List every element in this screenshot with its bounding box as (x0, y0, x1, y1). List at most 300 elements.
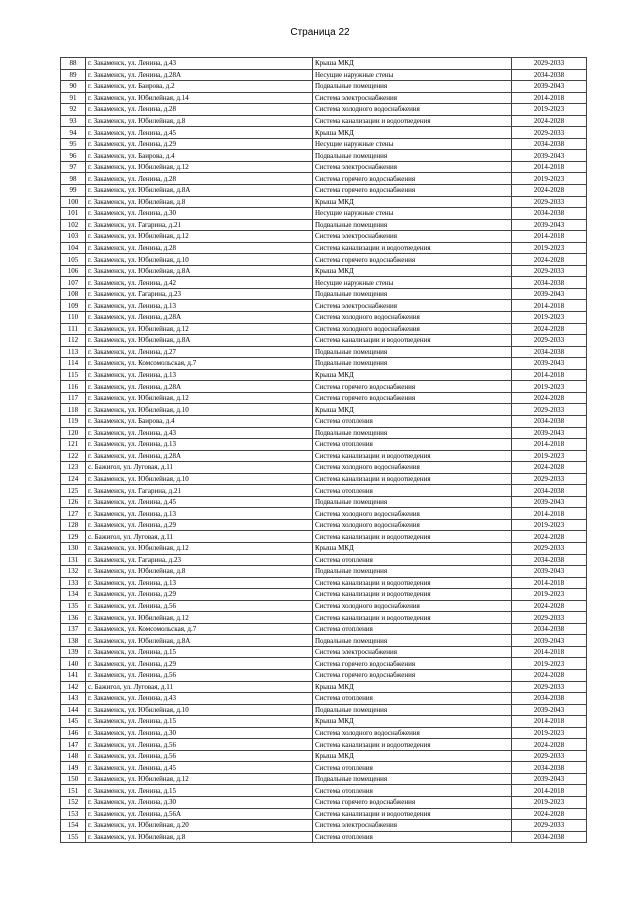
row-number: 146 (61, 727, 86, 739)
table-row (61, 473, 587, 485)
table-row (61, 92, 587, 104)
row-number: 149 (61, 762, 86, 774)
address-cell: с. Бажигол, ул. Луговая, д.11 (86, 681, 313, 693)
table-row (61, 173, 587, 185)
address-cell: г. Закаменск, ул. Юбилейная, д.10 (86, 473, 313, 485)
system-cell: Подвальные помещения (313, 358, 512, 370)
table-row (61, 161, 587, 173)
system-cell: Система отопления (313, 831, 512, 843)
system-cell: Система горячего водоснабжения (313, 392, 512, 404)
period-cell: 2014-2018 (512, 161, 587, 173)
table-row (61, 797, 587, 809)
system-cell: Система канализации и водоотведения (313, 115, 512, 127)
row-number: 118 (61, 404, 86, 416)
address-cell: г. Закаменск, ул. Юбилейная, д.8А (86, 635, 313, 647)
period-cell: 2024-2028 (512, 669, 587, 681)
address-cell: г. Закаменск, ул. Юбилейная, д.10 (86, 254, 313, 266)
table-row (61, 808, 587, 820)
row-number: 89 (61, 69, 86, 81)
row-number: 108 (61, 288, 86, 300)
table-row (61, 219, 587, 231)
address-cell: г. Закаменск, ул. Ленина, д.56А (86, 808, 313, 820)
table-row (61, 669, 587, 681)
row-number: 139 (61, 646, 86, 658)
period-cell: 2024-2028 (512, 115, 587, 127)
row-number: 106 (61, 265, 86, 277)
address-cell: г. Закаменск, ул. Баирова, д.4 (86, 415, 313, 427)
table-row (61, 138, 587, 150)
table-row (61, 254, 587, 266)
address-cell: г. Закаменск, ул. Гагарина, д.23 (86, 554, 313, 566)
system-cell: Система холодного водоснабжения (313, 600, 512, 612)
row-number: 119 (61, 415, 86, 427)
address-cell: г. Закаменск, ул. Ленина, д.43 (86, 58, 313, 70)
period-cell: 2029-2033 (512, 681, 587, 693)
address-cell: г. Закаменск, ул. Ленина, д.15 (86, 646, 313, 658)
table-row (61, 612, 587, 624)
table-row (61, 554, 587, 566)
system-cell: Система холодного водоснабжения (313, 727, 512, 739)
address-cell: г. Закаменск, ул. Ленина, д.28А (86, 450, 313, 462)
system-cell: Система холодного водоснабжения (313, 508, 512, 520)
address-cell: г. Закаменск, ул. Юбилейная, д.12 (86, 773, 313, 785)
table-row (61, 242, 587, 254)
system-cell: Система холодного водоснабжения (313, 462, 512, 474)
table-row (61, 646, 587, 658)
address-cell: с. Бажигол, ул. Луговая, д.11 (86, 531, 313, 543)
address-cell: г. Закаменск, ул. Баирова, д.2 (86, 81, 313, 93)
period-cell: 2019-2023 (512, 104, 587, 116)
address-cell: г. Закаменск, ул. Ленина, д.13 (86, 300, 313, 312)
row-number: 98 (61, 173, 86, 185)
period-cell: 2019-2023 (512, 589, 587, 601)
row-number: 113 (61, 346, 86, 358)
period-cell: 2019-2023 (512, 658, 587, 670)
address-cell: г. Закаменск, ул. Юбилейная, д.12 (86, 161, 313, 173)
period-cell: 2014-2018 (512, 716, 587, 728)
period-cell: 2014-2018 (512, 785, 587, 797)
row-number: 97 (61, 161, 86, 173)
row-number: 126 (61, 496, 86, 508)
address-cell: г. Закаменск, ул. Ленина, д.27 (86, 346, 313, 358)
table-row (61, 831, 587, 843)
period-cell: 2029-2033 (512, 58, 587, 70)
period-cell: 2029-2033 (512, 335, 587, 347)
system-cell: Крыша МКД (313, 716, 512, 728)
address-cell: г. Закаменск, ул. Комсомольская, д.7 (86, 358, 313, 370)
period-cell: 2029-2033 (512, 542, 587, 554)
system-cell: Система холодного водоснабжения (313, 519, 512, 531)
table-row (61, 519, 587, 531)
table-row (61, 704, 587, 716)
system-cell: Система отопления (313, 785, 512, 797)
period-cell: 2024-2028 (512, 600, 587, 612)
period-cell: 2024-2028 (512, 739, 587, 751)
row-number: 137 (61, 623, 86, 635)
table-row (61, 485, 587, 497)
row-number: 148 (61, 750, 86, 762)
row-number: 134 (61, 589, 86, 601)
system-cell: Система электроснабжения (313, 300, 512, 312)
address-cell: г. Закаменск, ул. Юбилейная, д.8А (86, 185, 313, 197)
period-cell: 2024-2028 (512, 254, 587, 266)
row-number: 100 (61, 196, 86, 208)
row-number: 125 (61, 485, 86, 497)
period-cell: 2034-2038 (512, 208, 587, 220)
address-cell: г. Закаменск, ул. Юбилейная, д.12 (86, 231, 313, 243)
table-row (61, 150, 587, 162)
row-number: 92 (61, 104, 86, 116)
table-row (61, 427, 587, 439)
row-number: 104 (61, 242, 86, 254)
address-cell: г. Закаменск, ул. Ленина, д.13 (86, 508, 313, 520)
period-cell: 2029-2033 (512, 265, 587, 277)
table-body (61, 58, 587, 843)
system-cell: Подвальные помещения (313, 150, 512, 162)
system-cell: Система отопления (313, 693, 512, 705)
table-row (61, 693, 587, 705)
table-row (61, 681, 587, 693)
row-number: 116 (61, 381, 86, 393)
period-cell: 2039-2043 (512, 358, 587, 370)
system-cell: Система горячего водоснабжения (313, 254, 512, 266)
system-cell: Несущие наружные стены (313, 277, 512, 289)
table-row (61, 635, 587, 647)
period-cell: 2039-2043 (512, 704, 587, 716)
row-number: 90 (61, 81, 86, 93)
period-cell: 2019-2023 (512, 519, 587, 531)
period-cell: 2019-2023 (512, 242, 587, 254)
system-cell: Подвальные помещения (313, 81, 512, 93)
table-row (61, 69, 587, 81)
row-number: 109 (61, 300, 86, 312)
row-number: 154 (61, 820, 86, 832)
period-cell: 2034-2038 (512, 485, 587, 497)
address-cell: г. Закаменск, ул. Юбилейная, д.14 (86, 92, 313, 104)
period-cell: 2014-2018 (512, 508, 587, 520)
row-number: 136 (61, 612, 86, 624)
address-cell: г. Закаменск, ул. Юбилейная, д.8 (86, 196, 313, 208)
address-cell: с. Бажигол, ул. Луговая, д.11 (86, 462, 313, 474)
address-cell: г. Закаменск, ул. Ленина, д.13 (86, 439, 313, 451)
table-row (61, 358, 587, 370)
table-row (61, 288, 587, 300)
table-row (61, 185, 587, 197)
system-cell: Несущие наружные стены (313, 69, 512, 81)
period-cell: 2014-2018 (512, 646, 587, 658)
period-cell: 2029-2033 (512, 750, 587, 762)
system-cell: Система горячего водоснабжения (313, 658, 512, 670)
row-number: 114 (61, 358, 86, 370)
table-row (61, 750, 587, 762)
row-number: 111 (61, 323, 86, 335)
period-cell: 2034-2038 (512, 346, 587, 358)
address-cell: г. Закаменск, ул. Ленина, д.43 (86, 693, 313, 705)
table-row (61, 104, 587, 116)
row-number: 152 (61, 797, 86, 809)
system-cell: Система отопления (313, 762, 512, 774)
period-cell: 2034-2038 (512, 415, 587, 427)
table-row (61, 716, 587, 728)
row-number: 133 (61, 577, 86, 589)
address-cell: г. Закаменск, ул. Ленина, д.13 (86, 369, 313, 381)
address-cell: г. Закаменск, ул. Баирова, д.4 (86, 150, 313, 162)
table-row (61, 323, 587, 335)
page-header: Страница 22 (290, 27, 350, 38)
address-cell: г. Закаменск, ул. Ленина, д.43 (86, 427, 313, 439)
system-cell: Система горячего водоснабжения (313, 797, 512, 809)
system-cell: Крыша МКД (313, 58, 512, 70)
system-cell: Система горячего водоснабжения (313, 185, 512, 197)
table-row (61, 381, 587, 393)
row-number: 93 (61, 115, 86, 127)
system-cell: Система канализации и водоотведения (313, 612, 512, 624)
address-cell: г. Закаменск, ул. Ленина, д.29 (86, 138, 313, 150)
row-number: 102 (61, 219, 86, 231)
row-number: 124 (61, 473, 86, 485)
table-row (61, 265, 587, 277)
period-cell: 2034-2038 (512, 69, 587, 81)
period-cell: 2034-2038 (512, 554, 587, 566)
period-cell: 2029-2033 (512, 404, 587, 416)
table-row (61, 346, 587, 358)
row-number: 105 (61, 254, 86, 266)
address-cell: г. Закаменск, ул. Юбилейная, д.20 (86, 820, 313, 832)
system-cell: Подвальные помещения (313, 704, 512, 716)
system-cell: Система электроснабжения (313, 161, 512, 173)
table-row (61, 369, 587, 381)
row-number: 112 (61, 335, 86, 347)
row-number: 88 (61, 58, 86, 70)
row-number: 94 (61, 127, 86, 139)
system-cell: Подвальные помещения (313, 288, 512, 300)
address-cell: г. Закаменск, ул. Ленина, д.28 (86, 104, 313, 116)
table-row (61, 335, 587, 347)
address-cell: г. Закаменск, ул. Ленина, д.29 (86, 519, 313, 531)
period-cell: 2019-2023 (512, 381, 587, 393)
system-cell: Крыша МКД (313, 750, 512, 762)
address-cell: г. Закаменск, ул. Комсомольская, д.7 (86, 623, 313, 635)
period-cell: 2014-2018 (512, 300, 587, 312)
address-cell: г. Закаменск, ул. Ленина, д.15 (86, 785, 313, 797)
table-row (61, 415, 587, 427)
system-cell: Система канализации и водоотведения (313, 531, 512, 543)
period-cell: 2024-2028 (512, 323, 587, 335)
system-cell: Крыша МКД (313, 265, 512, 277)
row-number: 143 (61, 693, 86, 705)
system-cell: Система электроснабжения (313, 646, 512, 658)
table-row (61, 439, 587, 451)
table-row (61, 658, 587, 670)
period-cell: 2024-2028 (512, 808, 587, 820)
system-cell: Крыша МКД (313, 369, 512, 381)
system-cell: Система канализации и водоотведения (313, 450, 512, 462)
system-cell: Система канализации и водоотведения (313, 808, 512, 820)
row-number: 145 (61, 716, 86, 728)
period-cell: 2019-2023 (512, 450, 587, 462)
address-cell: г. Закаменск, ул. Гагарина, д.21 (86, 485, 313, 497)
address-cell: г. Закаменск, ул. Юбилейная, д.12 (86, 392, 313, 404)
address-cell: г. Закаменск, ул. Юбилейная, д.10 (86, 404, 313, 416)
address-cell: г. Закаменск, ул. Гагарина, д.23 (86, 288, 313, 300)
address-cell: г. Закаменск, ул. Юбилейная, д.12 (86, 323, 313, 335)
system-cell: Система электроснабжения (313, 820, 512, 832)
system-cell: Подвальные помещения (313, 346, 512, 358)
period-cell: 2034-2038 (512, 831, 587, 843)
period-cell: 2029-2033 (512, 820, 587, 832)
repair-schedule-table (60, 57, 587, 843)
system-cell: Система горячего водоснабжения (313, 173, 512, 185)
table-row (61, 739, 587, 751)
table-row (61, 600, 587, 612)
address-cell: г. Закаменск, ул. Ленина, д.56 (86, 600, 313, 612)
row-number: 123 (61, 462, 86, 474)
period-cell: 2014-2018 (512, 439, 587, 451)
table-row (61, 231, 587, 243)
period-cell: 2039-2043 (512, 496, 587, 508)
address-cell: г. Закаменск, ул. Ленина, д.45 (86, 496, 313, 508)
period-cell: 2029-2033 (512, 127, 587, 139)
system-cell: Подвальные помещения (313, 635, 512, 647)
system-cell: Несущие наружные стены (313, 138, 512, 150)
row-number: 115 (61, 369, 86, 381)
table-row (61, 312, 587, 324)
row-number: 117 (61, 392, 86, 404)
address-cell: г. Закаменск, ул. Ленина, д.30 (86, 208, 313, 220)
address-cell: г. Закаменск, ул. Юбилейная, д.8 (86, 831, 313, 843)
period-cell: 2034-2038 (512, 693, 587, 705)
period-cell: 2019-2023 (512, 312, 587, 324)
period-cell: 2039-2043 (512, 81, 587, 93)
address-cell: г. Закаменск, ул. Ленина, д.29 (86, 658, 313, 670)
row-number: 147 (61, 739, 86, 751)
row-number: 155 (61, 831, 86, 843)
system-cell: Система холодного водоснабжения (313, 312, 512, 324)
period-cell: 2014-2018 (512, 369, 587, 381)
system-cell: Система отопления (313, 415, 512, 427)
row-number: 144 (61, 704, 86, 716)
table-row (61, 773, 587, 785)
period-cell: 2014-2018 (512, 92, 587, 104)
address-cell: г. Закаменск, ул. Ленина, д.30 (86, 727, 313, 739)
table-row (61, 542, 587, 554)
period-cell: 2034-2038 (512, 277, 587, 289)
system-cell: Система горячего водоснабжения (313, 381, 512, 393)
period-cell: 2039-2043 (512, 773, 587, 785)
period-cell: 2039-2043 (512, 288, 587, 300)
row-number: 132 (61, 566, 86, 578)
table-row (61, 589, 587, 601)
address-cell: г. Закаменск, ул. Юбилейная, д.10 (86, 704, 313, 716)
address-cell: г. Закаменск, ул. Юбилейная, д.12 (86, 542, 313, 554)
system-cell: Система канализации и водоотведения (313, 335, 512, 347)
system-cell: Подвальные помещения (313, 773, 512, 785)
address-cell: г. Закаменск, ул. Ленина, д.30 (86, 797, 313, 809)
table-row (61, 462, 587, 474)
period-cell: 2019-2023 (512, 797, 587, 809)
address-cell: г. Закаменск, ул. Ленина, д.42 (86, 277, 313, 289)
table-row (61, 727, 587, 739)
table-row (61, 577, 587, 589)
address-cell: г. Закаменск, ул. Ленина, д.28 (86, 242, 313, 254)
address-cell: г. Закаменск, ул. Ленина, д.56 (86, 739, 313, 751)
address-cell: г. Закаменск, ул. Ленина, д.15 (86, 716, 313, 728)
system-cell: Крыша МКД (313, 127, 512, 139)
row-number: 120 (61, 427, 86, 439)
address-cell: г. Закаменск, ул. Ленина, д.28А (86, 312, 313, 324)
system-cell: Система канализации и водоотведения (313, 242, 512, 254)
period-cell: 2024-2028 (512, 462, 587, 474)
system-cell: Крыша МКД (313, 196, 512, 208)
period-cell: 2014-2018 (512, 577, 587, 589)
period-cell: 2039-2043 (512, 427, 587, 439)
period-cell: 2014-2018 (512, 231, 587, 243)
row-number: 121 (61, 439, 86, 451)
system-cell: Крыша МКД (313, 542, 512, 554)
row-number: 122 (61, 450, 86, 462)
system-cell: Система отопления (313, 623, 512, 635)
system-cell: Подвальные помещения (313, 496, 512, 508)
system-cell: Система холодного водоснабжения (313, 323, 512, 335)
period-cell: 2039-2043 (512, 635, 587, 647)
address-cell: г. Закаменск, ул. Ленина, д.13 (86, 577, 313, 589)
table-row (61, 58, 587, 70)
address-cell: г. Закаменск, ул. Ленина, д.28А (86, 69, 313, 81)
row-number: 138 (61, 635, 86, 647)
table-row (61, 404, 587, 416)
system-cell: Подвальные помещения (313, 427, 512, 439)
system-cell: Подвальные помещения (313, 566, 512, 578)
system-cell: Система канализации и водоотведения (313, 739, 512, 751)
row-number: 151 (61, 785, 86, 797)
row-number: 130 (61, 542, 86, 554)
table-row (61, 496, 587, 508)
system-cell: Система отопления (313, 554, 512, 566)
period-cell: 2034-2038 (512, 762, 587, 774)
table-row (61, 450, 587, 462)
system-cell: Крыша МКД (313, 404, 512, 416)
row-number: 96 (61, 150, 86, 162)
address-cell: г. Закаменск, ул. Ленина, д.56 (86, 669, 313, 681)
address-cell: г. Закаменск, ул. Юбилейная, д.8А (86, 265, 313, 277)
system-cell: Система канализации и водоотведения (313, 473, 512, 485)
table-row (61, 300, 587, 312)
system-cell: Система канализации и водоотведения (313, 577, 512, 589)
row-number: 131 (61, 554, 86, 566)
table-row (61, 623, 587, 635)
period-cell: 2024-2028 (512, 185, 587, 197)
table-row (61, 115, 587, 127)
system-cell: Система электроснабжения (313, 92, 512, 104)
address-cell: г. Закаменск, ул. Гагарина, д.21 (86, 219, 313, 231)
period-cell: 2024-2028 (512, 531, 587, 543)
table-row (61, 392, 587, 404)
system-cell: Подвальные помещения (313, 219, 512, 231)
address-cell: г. Закаменск, ул. Ленина, д.28 (86, 173, 313, 185)
table-row (61, 196, 587, 208)
row-number: 91 (61, 92, 86, 104)
period-cell: 2024-2028 (512, 392, 587, 404)
period-cell: 2029-2033 (512, 196, 587, 208)
row-number: 95 (61, 138, 86, 150)
table-row (61, 566, 587, 578)
period-cell: 2039-2043 (512, 566, 587, 578)
period-cell: 2034-2038 (512, 623, 587, 635)
system-cell: Система электроснабжения (313, 231, 512, 243)
address-cell: г. Закаменск, ул. Ленина, д.56 (86, 750, 313, 762)
address-cell: г. Закаменск, ул. Юбилейная, д.8 (86, 566, 313, 578)
table-row (61, 277, 587, 289)
